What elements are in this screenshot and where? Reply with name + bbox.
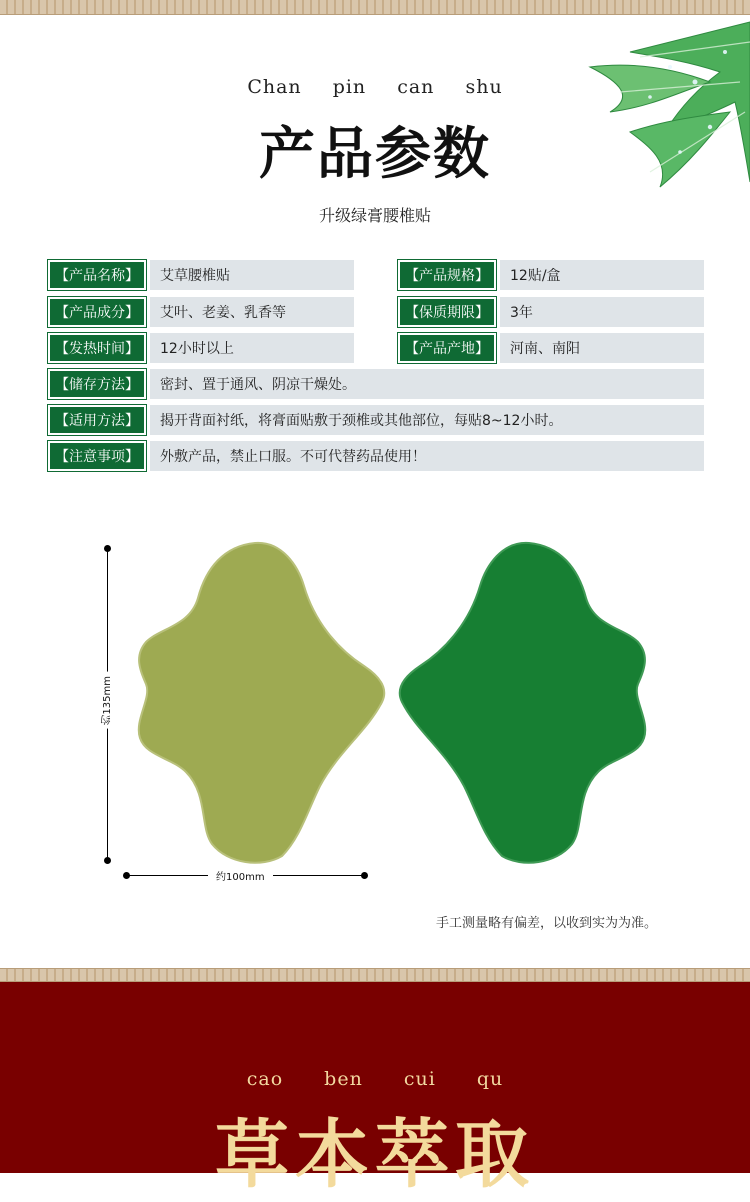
param-value: 12小时以上 [150, 333, 354, 363]
param-label: 【产品名称】 [48, 260, 146, 290]
measure-endpoint [104, 545, 111, 552]
param-row-shelf [398, 297, 704, 327]
product-subtitle: 升级绿膏腰椎贴 [318, 206, 431, 225]
param-row-heat [48, 333, 354, 363]
param-label: 【注意事项】 [48, 441, 146, 471]
param-row-usage [48, 405, 704, 435]
footer-title: 草本萃取 [215, 1112, 535, 1198]
param-value: 河南、南阳 [500, 333, 704, 363]
section-pinyin: Chan pin can shu [247, 76, 503, 98]
patch-front-image [396, 538, 652, 864]
param-value: 3年 [500, 297, 704, 327]
param-value: 密封、置于通风、阴凉干燥处。 [150, 369, 704, 399]
param-value: 12贴/盒 [500, 260, 704, 290]
param-label: 【产品成分】 [48, 297, 146, 327]
height-label: 约135mm [100, 672, 115, 729]
patch-back-image [132, 538, 388, 864]
measure-endpoint [361, 872, 368, 879]
param-row-origin [398, 333, 704, 363]
param-row-spec [398, 260, 704, 290]
param-label: 【适用方法】 [48, 405, 146, 435]
param-label: 【产品规格】 [398, 260, 496, 290]
param-value: 外敷产品，禁止口服。不可代替药品使用！ [150, 441, 704, 471]
param-label: 【产品产地】 [398, 333, 496, 363]
param-label: 【保质期限】 [398, 297, 496, 327]
param-label: 【储存方法】 [48, 369, 146, 399]
measure-endpoint [104, 857, 111, 864]
param-value: 艾草腰椎贴 [150, 260, 354, 290]
param-row-caution [48, 441, 704, 471]
section-title: 产品参数 [259, 121, 491, 187]
param-row-name [48, 260, 354, 290]
param-value: 艾叶、老姜、乳香等 [150, 297, 354, 327]
footer-pinyin: cao ben cui qu [246, 1068, 504, 1090]
param-value: 揭开背面衬纸，将膏面贴敷于颈椎或其他部位，每贴8~12小时。 [150, 405, 704, 435]
param-label: 【发热时间】 [48, 333, 146, 363]
param-row-storage [48, 369, 704, 399]
measurement-note: 手工测量略有偏差，以收到实为为准。 [436, 916, 658, 931]
measure-endpoint [123, 872, 130, 879]
section-divider-border [0, 968, 750, 982]
param-row-ingredient [48, 297, 354, 327]
width-label: 约100mm [208, 868, 273, 883]
